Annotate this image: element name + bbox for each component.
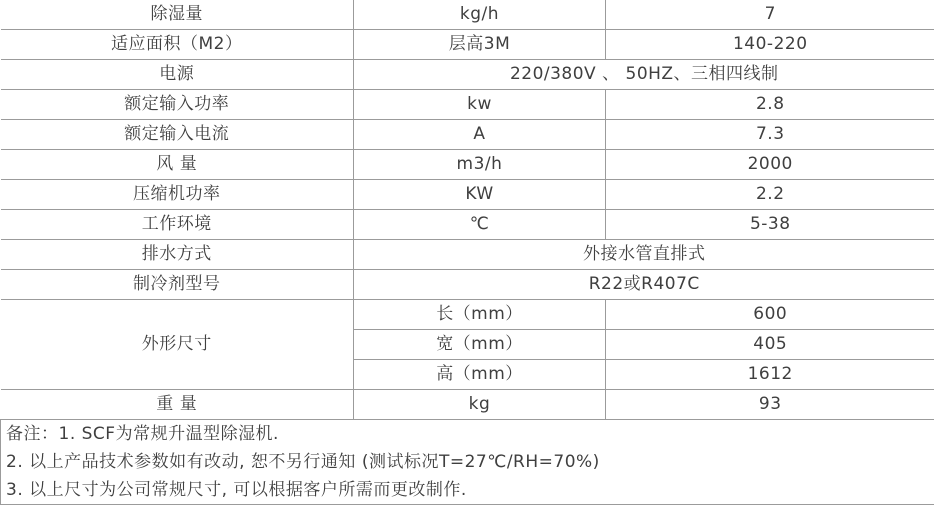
row-unit: kw <box>354 90 606 120</box>
dimensions-label: 外形尺寸 <box>1 300 354 390</box>
row-unit: m3/h <box>354 150 606 180</box>
row-value-span: 220/380V 、 50HZ、三相四线制 <box>354 60 934 90</box>
row-value: 140-220 <box>606 30 934 60</box>
row-value: 1612 <box>606 360 934 390</box>
notes-row <box>1 420 934 505</box>
row-value: 600 <box>606 300 934 330</box>
row-unit: A <box>354 120 606 150</box>
row-label: 除湿量 <box>1 0 354 30</box>
table-row <box>1 120 934 150</box>
row-label: 风 量 <box>1 150 354 180</box>
table-row <box>1 270 934 300</box>
table-row <box>1 210 934 240</box>
row-value: 5-38 <box>606 210 934 240</box>
row-value-span: R22或R407C <box>354 270 934 300</box>
note-line: 备注：1. SCF为常规升温型除湿机. <box>6 424 279 444</box>
row-label: 排水方式 <box>1 240 354 270</box>
table-row <box>1 390 934 420</box>
row-unit: 宽（mm） <box>354 330 606 360</box>
row-label: 适应面积（M2） <box>1 30 354 60</box>
row-value-span: 外接水管直排式 <box>354 240 934 270</box>
row-unit: 长（mm） <box>354 300 606 330</box>
row-label: 重 量 <box>1 390 354 420</box>
row-value: 2000 <box>606 150 934 180</box>
row-value: 405 <box>606 330 934 360</box>
row-unit: 高（mm） <box>354 360 606 390</box>
table-row <box>1 60 934 90</box>
row-value: 7 <box>606 0 934 30</box>
row-unit: kg/h <box>354 0 606 30</box>
table-row <box>1 180 934 210</box>
row-label: 电源 <box>1 60 354 90</box>
row-label: 额定输入电流 <box>1 120 354 150</box>
row-value: 2.2 <box>606 180 934 210</box>
note-line: 3. 以上尺寸为公司常规尺寸, 可以根据客户所需而更改制作. <box>6 480 467 500</box>
notes-block <box>1 420 934 504</box>
table-row <box>1 30 934 60</box>
table-row <box>1 150 934 180</box>
note-line: 2. 以上产品技术参数如有改动, 恕不另行通知 (测试标况T=27℃/RH=70%) <box>6 452 600 472</box>
row-unit: kg <box>354 390 606 420</box>
table-row <box>1 240 934 270</box>
row-label: 压缩机功率 <box>1 180 354 210</box>
table-row <box>1 0 934 30</box>
row-label: 工作环境 <box>1 210 354 240</box>
row-unit: ℃ <box>354 210 606 240</box>
row-value: 2.8 <box>606 90 934 120</box>
row-value: 7.3 <box>606 120 934 150</box>
row-unit: KW <box>354 180 606 210</box>
table-row <box>1 300 934 330</box>
row-unit: 层高3M <box>354 30 606 60</box>
table-row <box>1 90 934 120</box>
row-value: 93 <box>606 390 934 420</box>
row-label: 制冷剂型号 <box>1 270 354 300</box>
row-label: 额定输入功率 <box>1 90 354 120</box>
notes-cell <box>1 420 934 505</box>
